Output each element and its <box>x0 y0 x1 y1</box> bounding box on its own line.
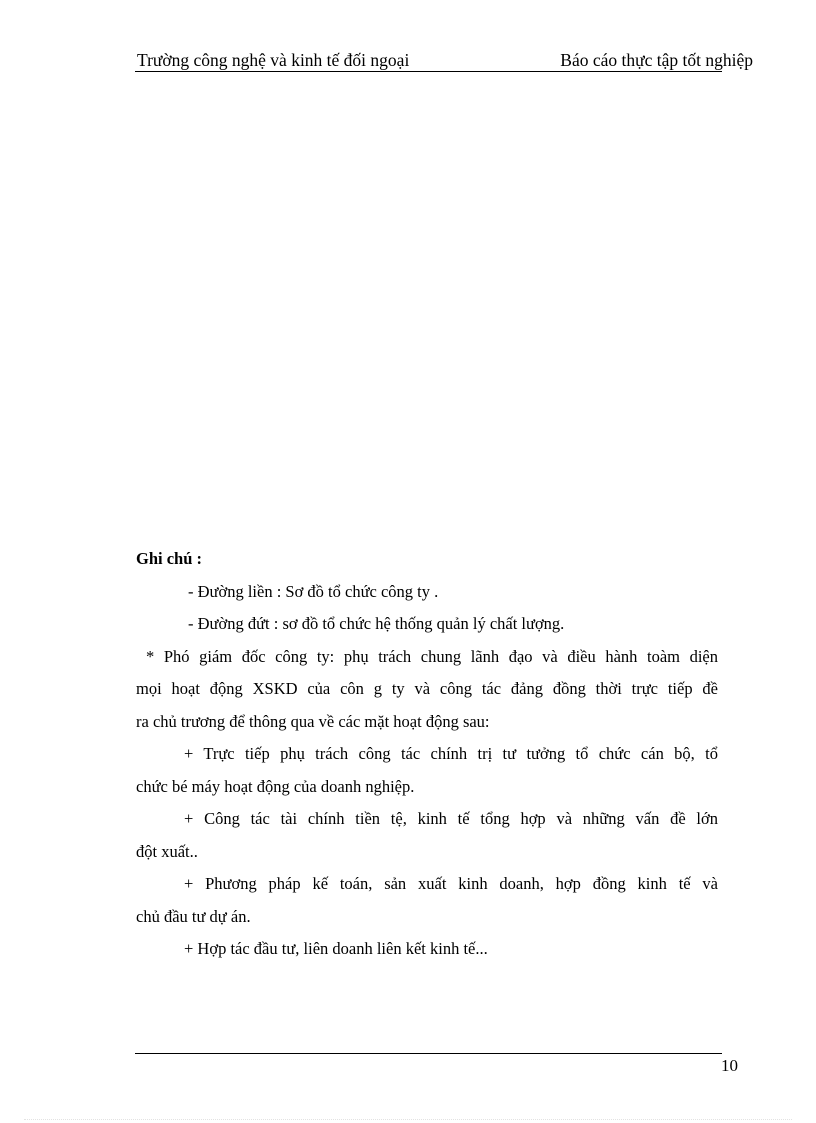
paragraph-line: * Phó giám đốc công ty: phụ trách chung lãnh đạo và điều hành toàm diện <box>146 646 718 666</box>
notes-title: Ghi chú : <box>136 549 203 568</box>
page-number: 10 <box>721 1056 738 1075</box>
page-header <box>137 48 753 72</box>
list-item-line: + Trực tiếp phụ trách công tác chính trị tư tưởng tổ chức cán bộ, tổ <box>184 744 718 763</box>
header-report-title: Báo cáo thực tập tốt nghiệp <box>560 50 753 70</box>
page-bottom-edge <box>24 1119 792 1120</box>
list-item-line: + Hợp tác đầu tư, liên doanh liên kết kinh tế... <box>184 939 488 958</box>
page-body <box>136 543 718 966</box>
note-solid-line: - Đường liền : Sơ đồ tổ chức công ty . <box>188 581 439 601</box>
paragraph-line: mọi hoạt động XSKD của côn g ty và công tác đảng đồng thời trực tiếp đề <box>136 679 718 698</box>
list-item-line: + Công tác tài chính tiền tệ, kinh tế tổng hợp và những vấn đề lớn <box>184 809 718 828</box>
header-divider <box>135 71 722 72</box>
list-item-line: + Phương pháp kế toán, sản xuất kinh doanh, hợp đồng kinh tế và <box>184 874 718 893</box>
paragraph-line: ra chủ trương để thông qua về các mặt hoạt động sau: <box>136 711 490 731</box>
list-item-line: chức bé máy hoạt động của doanh nghiệp. <box>136 776 415 796</box>
list-item-line: đột xuất.. <box>136 841 198 861</box>
list-item-line: chủ đầu tư dự án. <box>136 906 251 926</box>
footer-divider <box>135 1053 722 1054</box>
header-school-name: Trường công nghệ và kinh tế đối ngoại <box>137 50 410 70</box>
note-dashed-line: - Đường đứt : sơ đồ tổ chức hệ thống quản lý chất lượng. <box>188 614 565 633</box>
